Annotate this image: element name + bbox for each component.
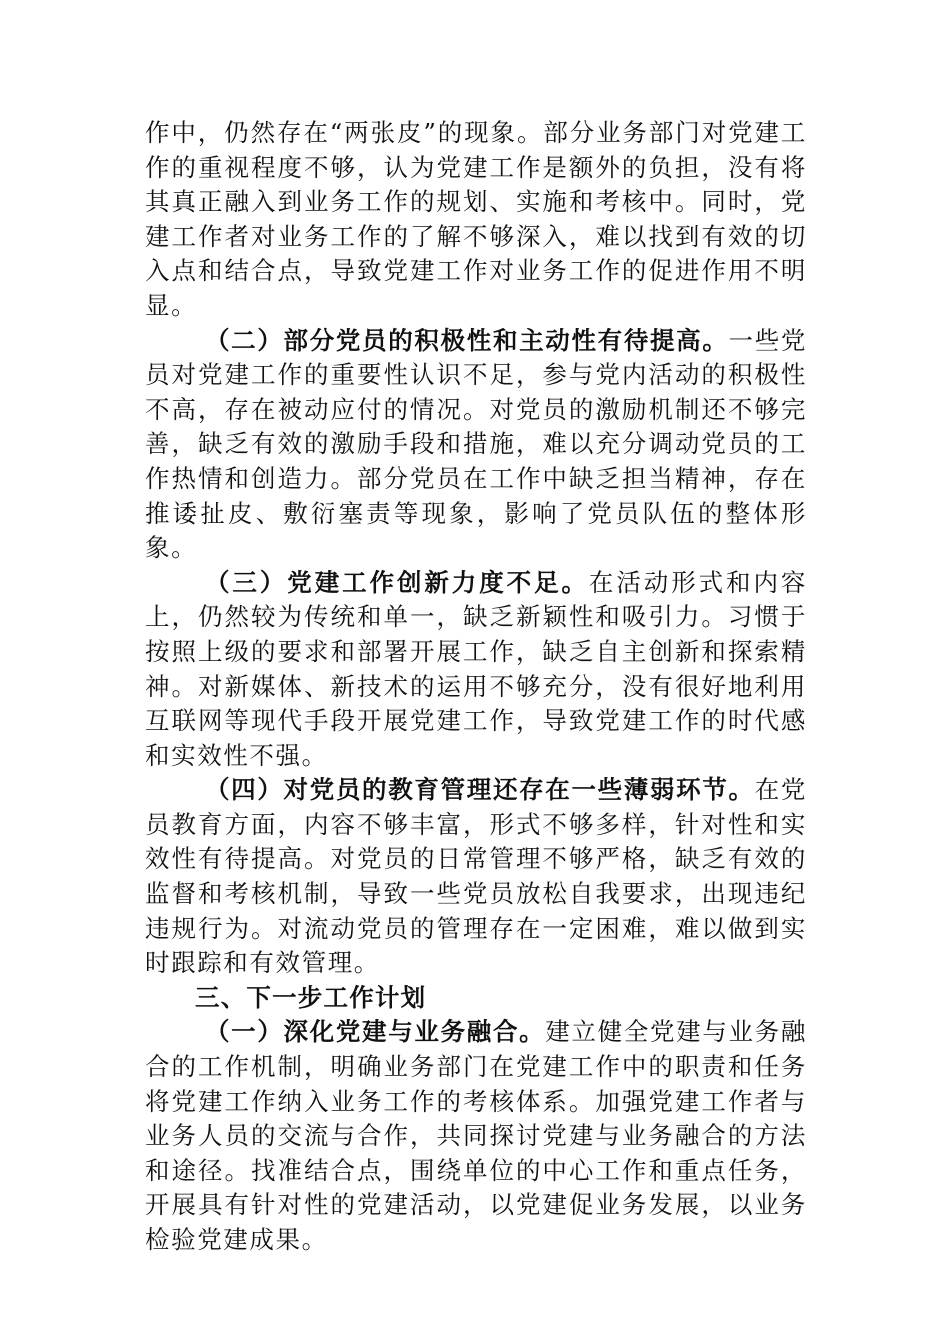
paragraph-problem-3 — [145, 566, 807, 774]
paragraph-body: 在活动形式和内容上，仍然较为传统和单一，缺乏新颖性和吸引力。习惯于按照上级的要求和部署开展工作，缺乏自主创新和探索精神。对新媒体、新技术的运用不够充分，没有很好地利用互联网等现代手段开展党建工作，导致党建工作的时代感和实效性不强。 — [145, 567, 807, 770]
document-page — [145, 116, 807, 1258]
paragraph-plan-1 — [145, 1015, 807, 1257]
paragraph-continuation: 作中，仍然存在“两张皮”的现象。部分业务部门对党建工作的重视程度不够，认为党建工作是额外的负担，没有将其真正融入到业务工作的规划、实施和考核中。同时，党建工作者对业务工作的了解不够深入，难以找到有效的切入点和结合点，导致党建工作对业务工作的促进作用不明显。 — [145, 118, 807, 320]
section-heading: 三、下一步工作计划 — [195, 982, 427, 1012]
paragraph-problem-2 — [145, 324, 807, 566]
paragraph-problem-4 — [145, 773, 807, 981]
paragraph-lead: （三）党建工作创新力度不足。 — [205, 567, 589, 597]
paragraph-body: 建立健全党建与业务融合的工作机制，明确业务部门在党建工作中的职责和任务将党建工作纳入业务工作的考核体系。加强党建工作者与业务人员的交流与合作，共同探讨党建与业务融合的方法和途径。找准结合点，围绕单位的中心工作和重点任务，开展具有针对性的党建活动，以党建促业务发展，以业务检验党建成果。 — [145, 1017, 807, 1254]
paragraph-lead: （二）部分党员的积极性和主动性有待提高。 — [205, 325, 729, 355]
paragraph-lead: （一）深化党建与业务融合。 — [205, 1017, 546, 1047]
paragraph-body: 一些党员对党建工作的重要性认识不足，参与党内活动的积极性不高，存在被动应付的情况。对党员的激励机制还不够完善，缺乏有效的激励手段和措施，难以充分调动党员的工作热情和创造力。部分党员在工作中缺乏担当精神，存在推诿扯皮、敷衍塞责等现象，影响了党员队伍的整体形象。 — [145, 325, 808, 563]
paragraph-body: 在党员教育方面，内容不够丰富，形式不够多样，针对性和实效性有待提高。对党员的日常管理不够严格，缺乏有效的监督和考核机制，导致一些党员放松自我要求，出现违纪违规行为。对流动党员的管理存在一定困难，难以做到实时跟踪和有效管理。 — [145, 775, 807, 978]
paragraph-lead: （四）对党员的教育管理还存在一些薄弱环节。 — [205, 775, 755, 805]
